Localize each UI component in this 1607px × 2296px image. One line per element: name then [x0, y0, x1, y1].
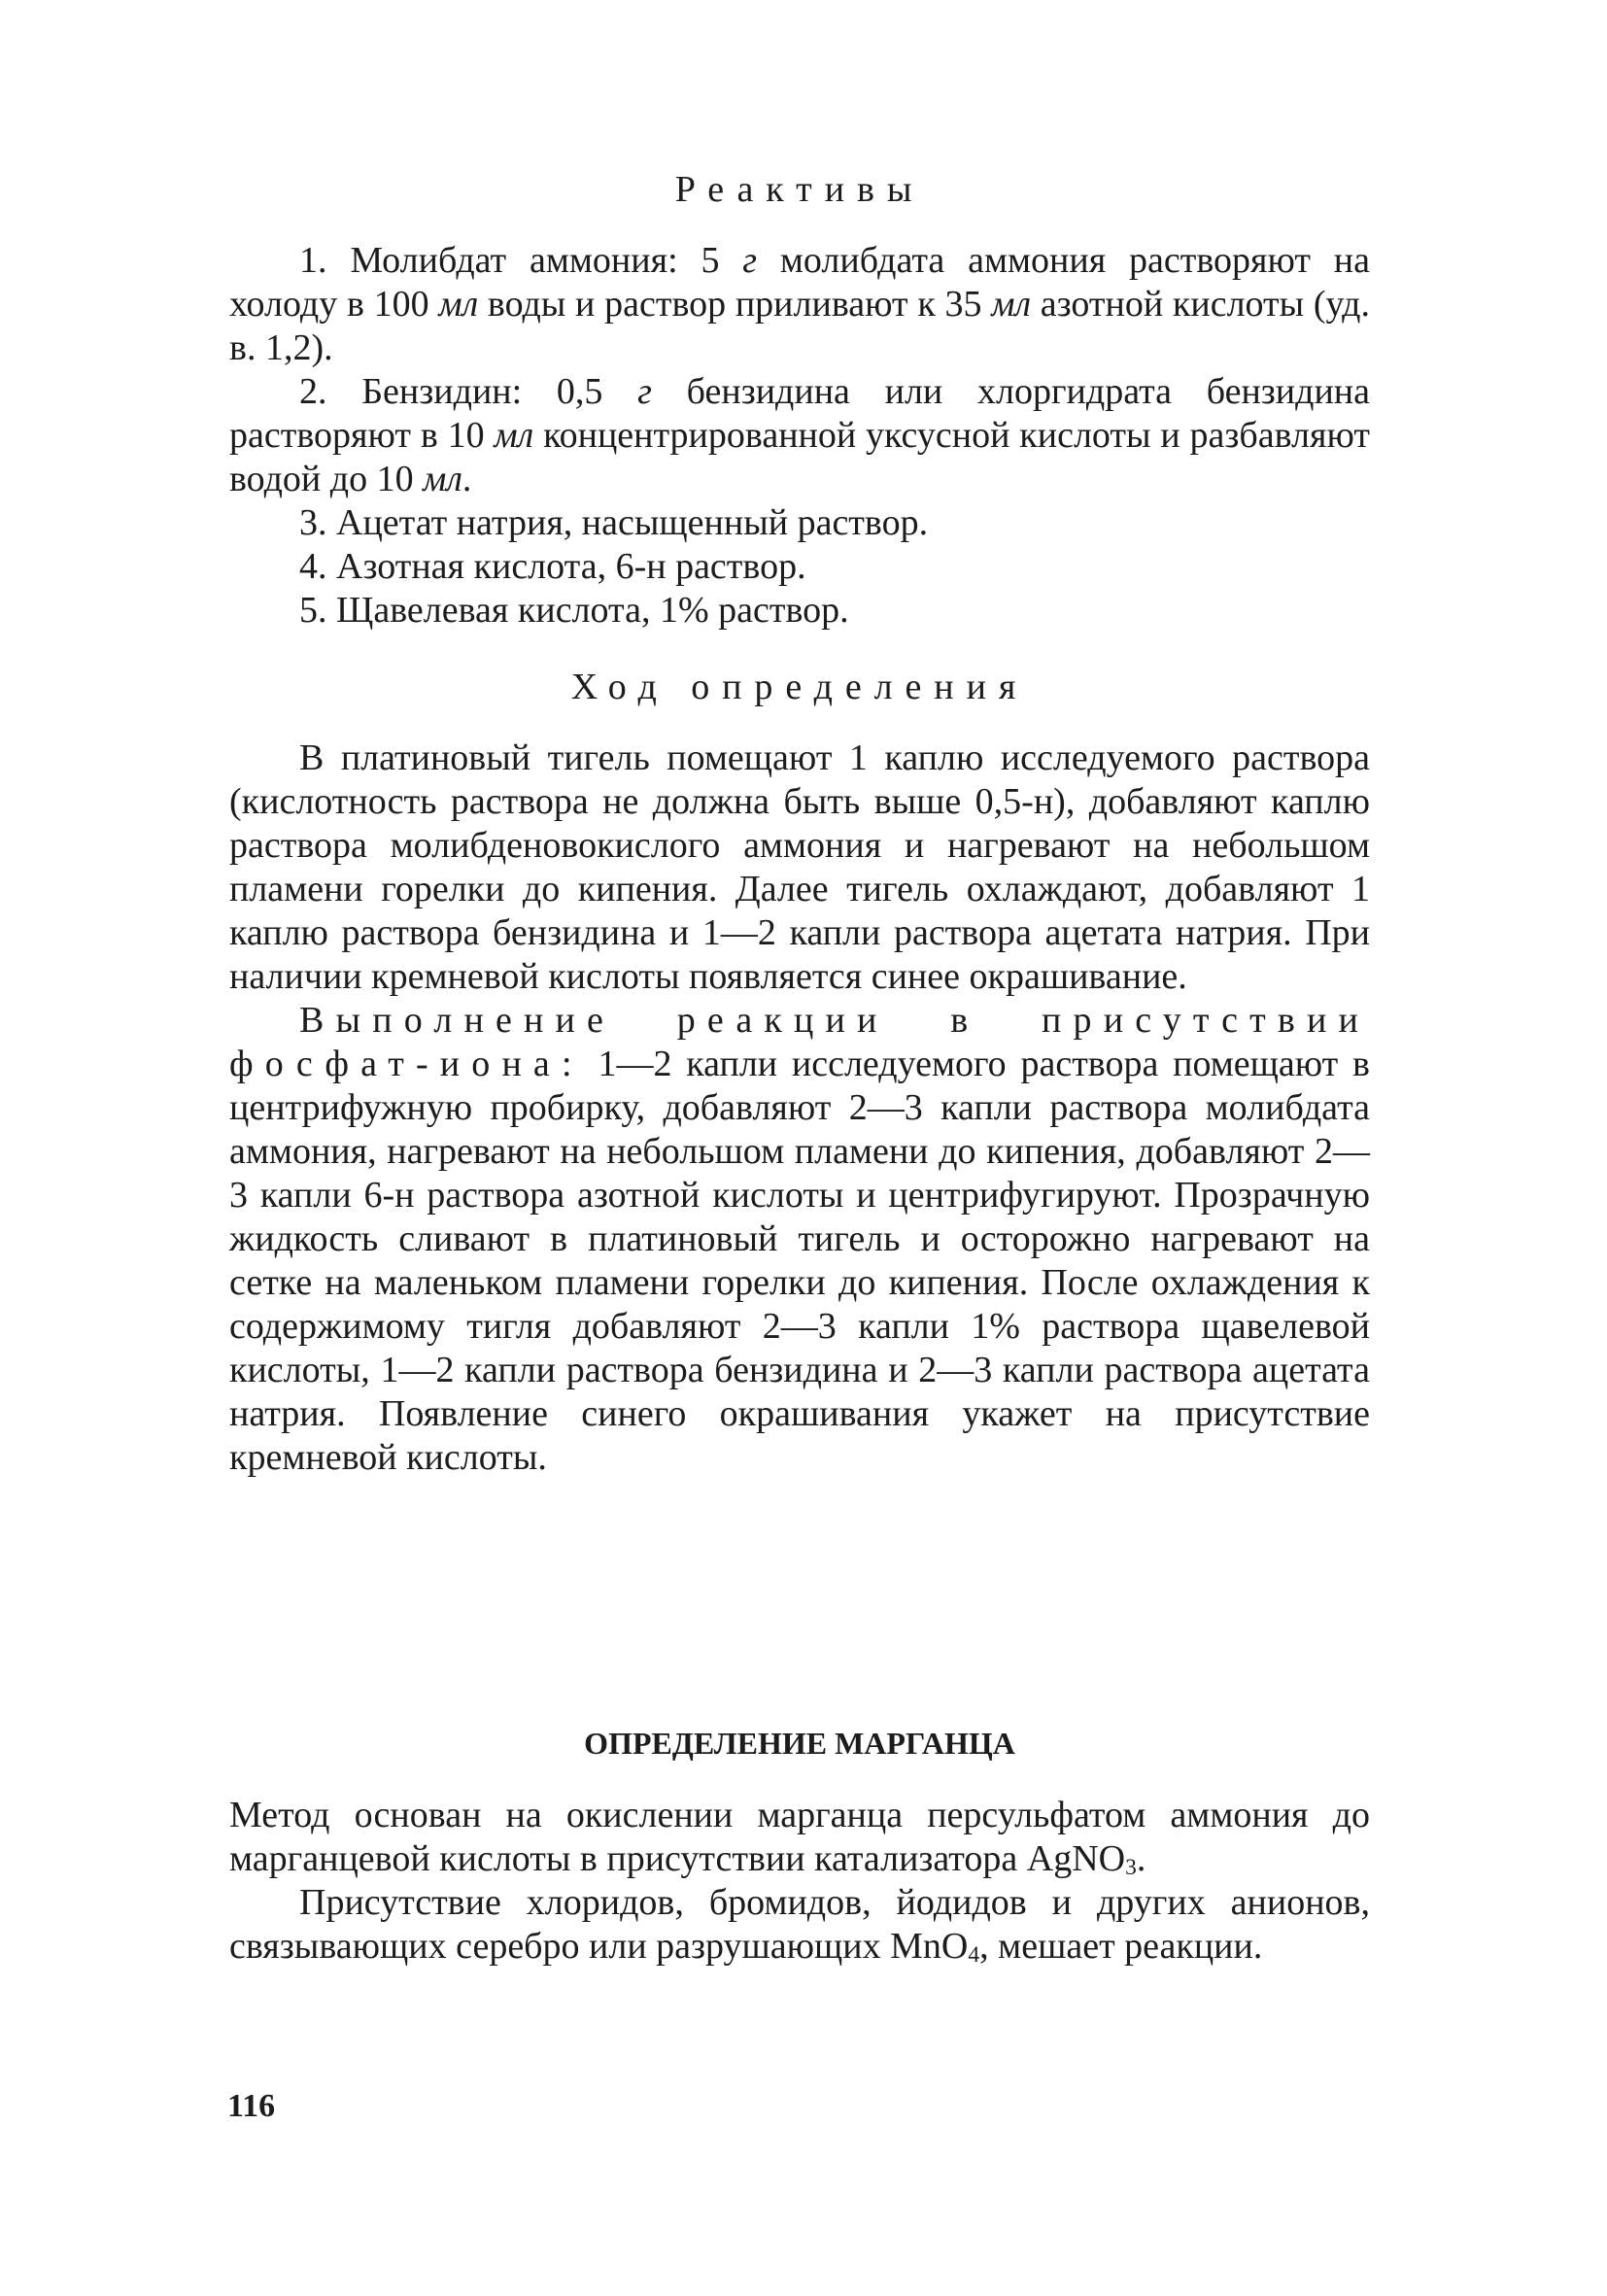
reagent-text: азотной кислоты (уд. в. 1,2).: [229, 284, 1370, 368]
manganese-heading-block: [229, 1724, 1370, 1763]
reagent-number: 3.: [299, 502, 327, 543]
reagent-number: 4.: [299, 546, 327, 587]
unit-ml: мл: [438, 284, 479, 325]
spaced-emphasis: Выполнение реакции в присутствии фосфат-иона:: [229, 1000, 1370, 1084]
formula-subscript: 3: [1125, 1855, 1137, 1881]
unit-gram: г: [637, 371, 652, 412]
reagent-item-1: [229, 239, 1370, 370]
reagent-text: Ацетат натрия, насыщенный раствор.: [336, 502, 929, 543]
paragraph-text: Присутствие хлоридов, бромидов, йодидов и других анионов, связывающих серебро или разрушающих MnO: [229, 1882, 1370, 1967]
paragraph-text: 1—2 капли исследуемого раствора помещают в центрифужную пробирку, добавляют 2—3 капли раствора молибдата аммония, нагревают на небольшом пламени до кипения, добавляют 2—3 капли 6-н раствора азотной кислоты и центрифугируют. Прозрачную жидкость сливают в платиновый тигель и осторожно нагревают на сетке на маленьком пламени горелки до кипения. После охлаждения к содержимому тигля добавляют 2—3 капли 1% раствора щавелевой кислоты, 1—2 капли раствора бензидина и 2—3 капли раствора ацетата натрия. Появление синего окрашивания укажет на присутствие кремневой кислоты.: [229, 1044, 1370, 1478]
reagent-number: 1.: [299, 240, 327, 281]
formula-subscript: 4: [968, 1942, 980, 1969]
page-number: 116: [227, 2088, 276, 2124]
reagent-text: Молибдат аммония: 5: [350, 240, 743, 281]
reagent-text: .: [462, 459, 472, 499]
procedure-paragraph-1: В платиновый тигель помещают 1 каплю исследуемого раствора (кислотность раствора не должна быть выше 0,5-н), добавляют каплю раствора молибденовокислого аммония и нагревают на небольшом пламени горелки до кипения. Далее тигель охлаждают, добавляют 1 каплю раствора бензидина и 1—2 капли раствора ацетата натрия. При наличии кремневой кислоты появляется синее окрашивание.: [229, 737, 1370, 997]
procedure-heading: Ход определения: [570, 667, 1029, 707]
procedure-heading-block: [229, 666, 1370, 709]
reagent-text: Бензидин: 0,5: [361, 371, 638, 412]
reagent-text: концентрированной уксусной кислоты и разбавляют водой до 10: [229, 415, 1370, 499]
reagent-text: молибдата аммония растворяют на холоду в 100: [229, 240, 1370, 325]
reagent-text: воды и раствор приливают к 35: [478, 284, 992, 325]
reagent-item-5: [229, 589, 1370, 633]
paragraph-text: , мешает реакции.: [979, 1926, 1263, 1967]
paragraph-text: .: [1136, 1838, 1146, 1879]
reagents-section: [229, 168, 1370, 212]
reagent-item-4: [229, 545, 1370, 589]
reagent-number: 2.: [299, 371, 327, 412]
procedure-paragraph-2: [229, 999, 1370, 1480]
reagent-text: Щавелевая кислота, 1% раствор.: [336, 590, 849, 631]
unit-ml: мл: [494, 415, 534, 456]
reagents-heading: Реактивы: [674, 169, 925, 210]
manganese-paragraph-2: [229, 1881, 1370, 1969]
manganese-section: [229, 1794, 1370, 1969]
unit-ml: мл: [991, 284, 1032, 325]
reagent-item-3: [229, 501, 1370, 545]
reagent-text: бензидина или хлоргидрата бензидина растворяют в 10: [229, 371, 1371, 456]
reagent-item-2: [229, 370, 1370, 501]
unit-ml: мл: [423, 459, 462, 499]
manganese-heading: ОПРЕДЕЛЕНИЕ МАРГАНЦА: [584, 1726, 1015, 1761]
paragraph-text: Метод основан на окислении марганца персульфатом аммония до марганцевой кислоты в присутствии катализатора AgNO: [229, 1795, 1370, 1879]
reagent-number: 5.: [299, 590, 327, 631]
reagent-text: Азотная кислота, 6-н раствор.: [336, 546, 806, 587]
manganese-paragraph-1: [229, 1794, 1370, 1881]
unit-gram: г: [742, 240, 758, 281]
procedure-section: [229, 737, 1370, 1480]
reagents-list: [229, 239, 1370, 633]
